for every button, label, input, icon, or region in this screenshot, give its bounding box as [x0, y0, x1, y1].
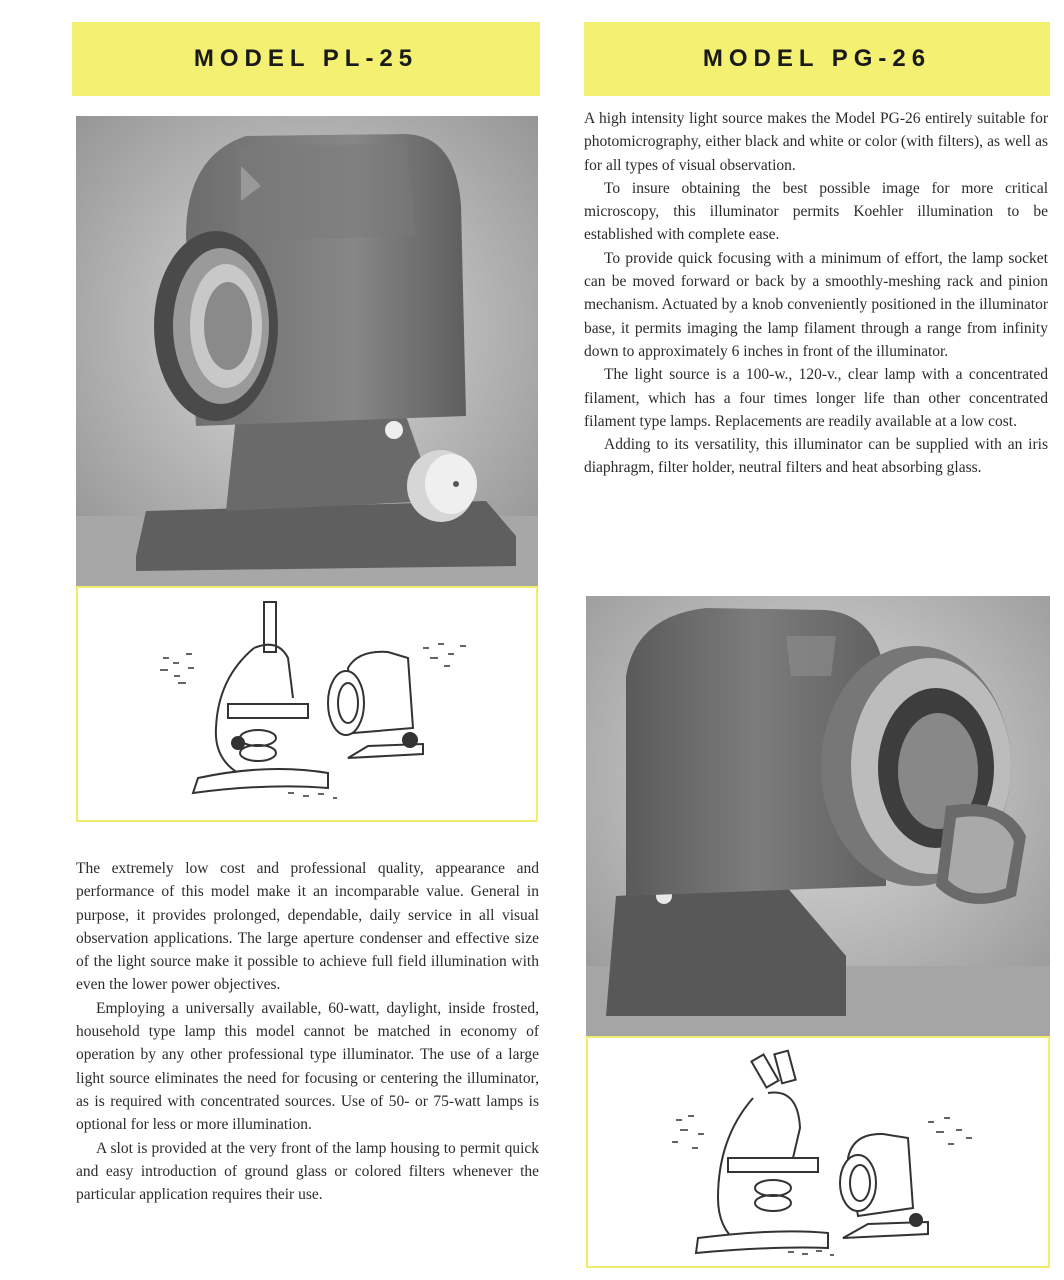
- pl25-paragraph: Employing a universally available, 60-watt, daylight, inside frosted, household type lamp this model cannot be matched in economy of operation by any other professional type illuminator. The use of a large light source eliminates the need for focusing or centering the illuminator, as is required with concentrated sources. Use of 50- or 75-watt lamps is optional for less or more illumination.: [76, 999, 539, 1134]
- pg26-banner: [584, 22, 1050, 96]
- pl25-sketch-panel: [76, 586, 538, 822]
- pg26-sketch-panel: [586, 1036, 1050, 1268]
- pl25-title: MODEL PL-25: [193, 45, 419, 72]
- pg26-paragraph: A high intensity light source makes the Model PG-26 entirely suitable for photomicrography, either black and white or color (with filters), as well as for all types of visual observation.: [584, 110, 1048, 174]
- pg26-photo: [586, 596, 1050, 1036]
- pl25-paragraph: A slot is provided at the very front of the lamp housing to permit quick and easy introduction of ground glass or colored filters whenever the particular application requires their use.: [76, 1139, 539, 1204]
- pl25-banner: [72, 22, 540, 96]
- pl25-description: [76, 857, 539, 1206]
- pg26-paragraph: To insure obtaining the best possible image for more critical microscopy, this illuminator permits Koehler illumination to be established with complete ease.: [584, 179, 1048, 244]
- pg26-paragraph: The light source is a 100-w., 120-v., clear lamp with a concentrated filament, which has a four times longer life than other concentrated filament type lamps. Replacements are readily available at a low cost.: [584, 366, 1048, 430]
- pg26-title: MODEL PG-26: [702, 45, 932, 72]
- pl25-paragraph: The extremely low cost and professional quality, appearance and performance of this model make it an incomparable value. General in purpose, it provides prolonged, dependable, daily service in all visual observation applications. The large aperture condenser and effective size of the light source make it possible to achieve full field illumination with even the lower power objectives.: [76, 860, 539, 994]
- pg26-description: [584, 107, 1048, 480]
- pg26-paragraph: To provide quick focusing with a minimum of effort, the lamp socket can be moved forward or back by a smoothly-meshing rack and pinion mechanism. Actuated by a knob conveniently positioned in the illuminator base, it permits imaging the lamp filament through a range from infinity down to approximately 6 inches in front of the illuminator.: [584, 249, 1048, 360]
- pl25-photo: [76, 116, 538, 586]
- pg26-paragraph: Adding to its versatility, this illuminator can be supplied with an iris diaphragm, filter holder, neutral filters and heat absorbing glass.: [584, 436, 1048, 477]
